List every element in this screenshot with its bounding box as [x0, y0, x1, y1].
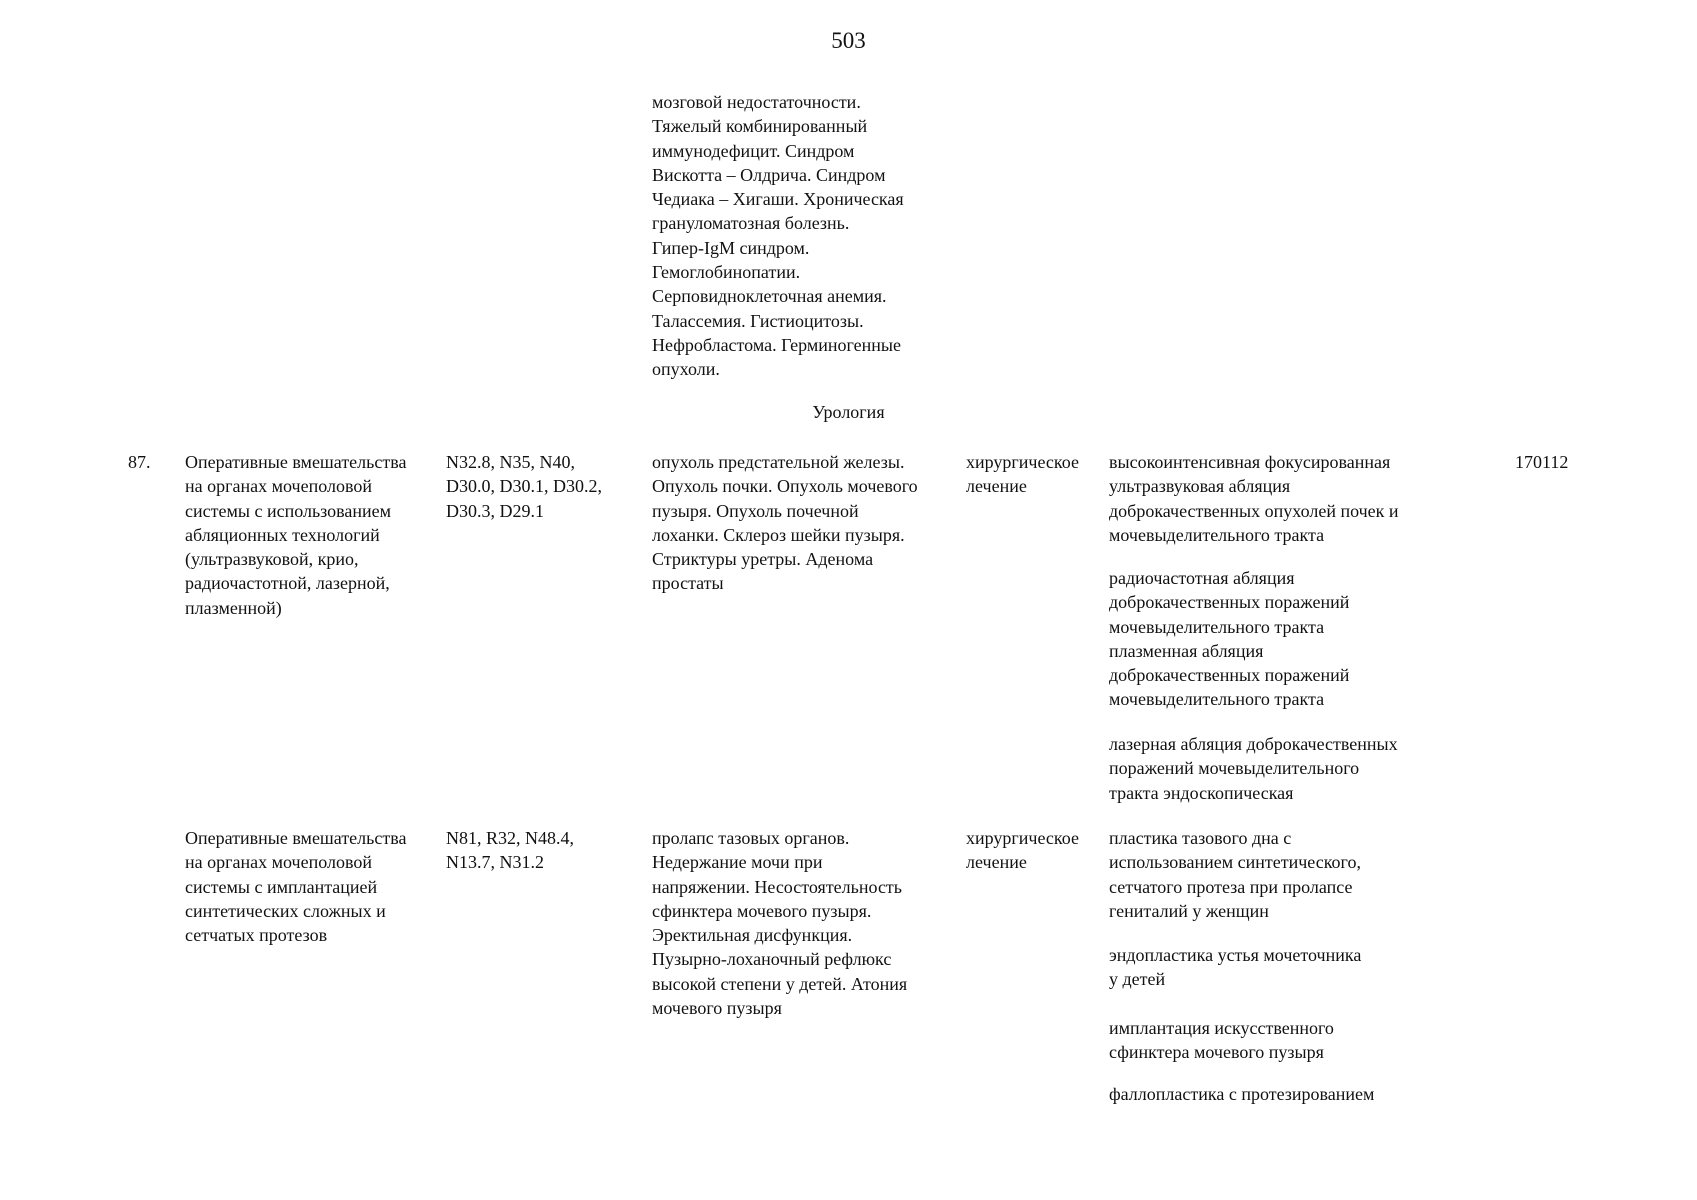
icd-codes: N32.8, N35, N40, D30.0, D30.1, D30.2, D30.3, D29.1	[446, 452, 602, 521]
page-number: 503	[831, 28, 866, 53]
treatment-method: радиочастотная абляция доброкачественных поражений мочевыделительного тракта плазменная абляция доброкачественных поражений мочевыделительного тракта	[1109, 568, 1350, 710]
row-number: 87.	[128, 452, 151, 472]
treatment-method: высокоинтенсивная фокусированная ультразвуковая абляция доброкачественных опухолей почек и мочевыделительного тракта	[1109, 452, 1399, 545]
icd-codes: N81, R32, N48.4, N13.7, N31.2	[446, 828, 575, 873]
section-heading: Урология	[812, 402, 885, 422]
treatment-method: эндопластика устья мочеточника у детей	[1109, 945, 1362, 990]
treatment-method: лазерная абляция доброкачественных поражений мочевыделительного тракта эндоскопическая	[1109, 734, 1398, 803]
continued-patient-model: мозговой недостаточности. Тяжелый комбинированный иммунодефицит. Синдром Вискотта – Олдрича. Синдром Чедиака – Хигаши. Хроническая грануломатозная болезнь. Гипер-IgM синдром. Гемоглобинопатии. Серповидноклеточная анемия. Талассемия. Гистиоцитозы. Нефробластома. Герминогенные опухоли.	[652, 92, 904, 380]
treatment-type: хирургическое лечение	[966, 452, 1079, 497]
patient-model: пролапс тазовых органов. Недержание мочи при напряжении. Несостоятельность сфинктера мочевого пузыря. Эректильная дисфункция. Пузырно-лоханочный рефлюкс высокой степени у детей. Атония мочевого пузыря	[652, 828, 908, 1019]
treatment-type: хирургическое лечение	[966, 828, 1079, 873]
treatment-method: фаллопластика с протезированием	[1109, 1084, 1375, 1104]
intervention-name: Оперативные вмешательства на органах мочеполовой системы с использованием абляционных технологий (ультразвуковой, крио, радиочастотной, лазерной, плазменной)	[185, 452, 407, 618]
treatment-method: имплантация искусственного сфинктера мочевого пузыря	[1109, 1018, 1334, 1063]
intervention-name: Оперативные вмешательства на органах мочеполовой системы с имплантацией синтетических сложных и сетчатых протезов	[185, 828, 407, 946]
cost-value: 170112	[1515, 452, 1569, 472]
patient-model: опухоль предстательной железы. Опухоль почки. Опухоль мочевого пузыря. Опухоль почечной лоханки. Склероз шейки пузыря. Стриктуры уретры. Аденома простаты	[652, 452, 918, 594]
treatment-method: пластика тазового дна с использованием синтетического, сетчатого протеза при пролапсе гениталий у женщин	[1109, 828, 1361, 921]
